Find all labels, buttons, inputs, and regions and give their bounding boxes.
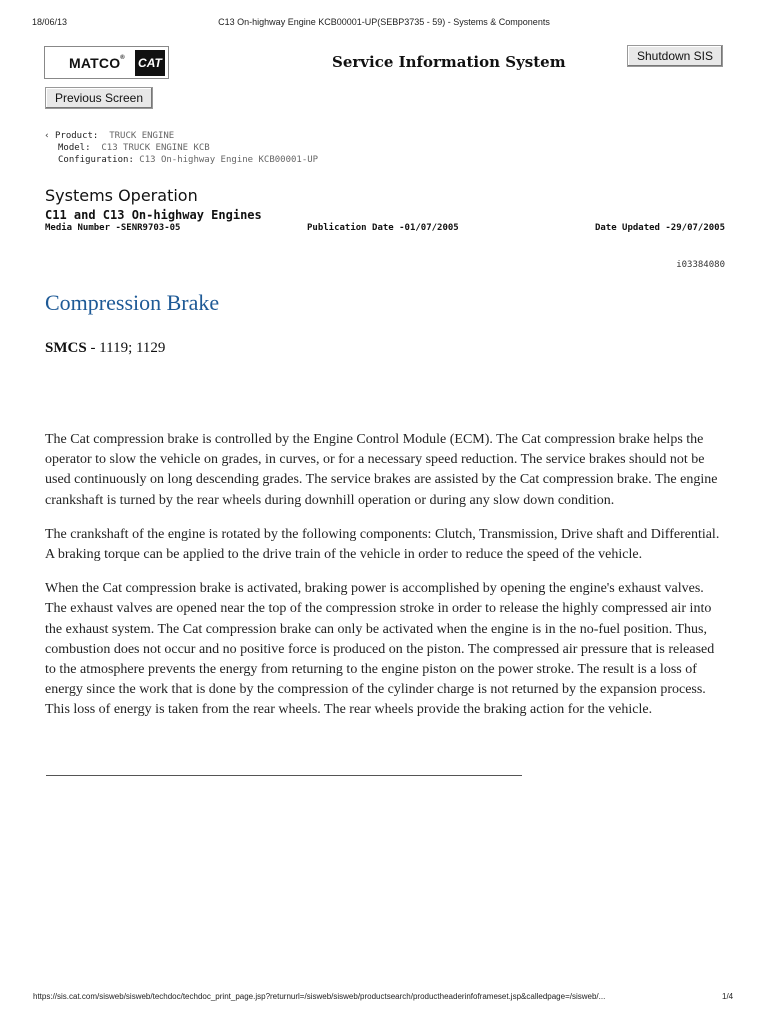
sis-title: Service Information System <box>332 53 566 71</box>
smcs-codes: SMCS - 1119; 1129 <box>45 340 166 356</box>
document-meta <box>45 223 725 235</box>
print-url: https://sis.cat.com/sisweb/sisweb/techdoc/techdoc_print_page.jsp?returnurl=/sisweb/sisweb/productsearch/productheaderinfoframeset.jsp&calledpage=/sisweb/... <box>33 992 606 1001</box>
divider <box>46 775 522 776</box>
page-number: 1/4 <box>722 992 734 1001</box>
breadcrumb-product: ‹ Product: TRUCK ENGINE <box>45 131 175 141</box>
matco-cat-logo <box>44 46 169 79</box>
paragraph: When the Cat compression brake is activated, braking power is accomplished by opening the engine's exhaust valves. The exhaust valves are opened near the top of the compression stroke in order to release the highly compressed air into the exhaust system. The Cat compression brake can only be activated when the engine is in the no-fuel position. Thus, combustion does not occur and no positive force is produced on the piston. The compressed air pressure that is released to the atmosphere prevents the energy from returning to the engine piston on the power stroke. The result is a loss of energy since the work that is done by the compression of the cylinder charge is not returned by the expansion process. This loss of energy is taken from the rear wheels. The rear wheels provide the braking action for the vehicle. <box>45 581 715 718</box>
breadcrumb-configuration: Configuration: C13 On-highway Engine KCB00001-UP <box>58 155 319 165</box>
engines-subheading: C11 and C13 On-highway Engines <box>45 208 262 222</box>
print-doc-title: C13 On-highway Engine KCB00001-UP(SEBP3735 - 59) - Systems & Components <box>218 17 550 27</box>
cat-logo: CAT <box>135 50 165 76</box>
breadcrumb-product-link[interactable]: TRUCK ENGINE <box>109 131 175 141</box>
breadcrumb-model-link[interactable]: C13 TRUCK ENGINE KCB <box>101 143 210 153</box>
print-date: 18/06/13 <box>32 17 68 27</box>
publication-date: Publication Date -01/07/2005 <box>307 223 459 233</box>
section-heading: Systems Operation <box>45 186 198 205</box>
document-id: i03384080 <box>676 260 725 270</box>
matco-logo-text: MATCO® <box>69 54 125 71</box>
shutdown-sis-button[interactable]: Shutdown SIS <box>627 45 723 67</box>
previous-screen-button[interactable]: Previous Screen <box>45 87 153 109</box>
paragraph: The crankshaft of the engine is rotated by the following components: Clutch, Transmission, Drive shaft and Differential. A braking torque can be applied to the drive train of the vehicle in order to reduce the speed of the vehicle. <box>45 526 720 563</box>
page-title: Compression Brake <box>45 290 220 315</box>
trademark-mark: ® <box>120 54 125 61</box>
print-footer <box>0 992 768 1006</box>
document-body <box>45 430 725 735</box>
breadcrumb <box>45 130 318 166</box>
breadcrumb-model: Model: C13 TRUCK ENGINE KCB <box>58 143 210 153</box>
media-number: Media Number -SENR9703-05 <box>45 223 181 233</box>
print-header <box>0 17 768 31</box>
paragraph: The Cat compression brake is controlled by the Engine Control Module (ECM). The Cat compression brake helps the operator to slow the vehicle on grades, in curves, or for a necessary speed reduction. The service brakes should not be used continuously on long descending grades. The service brakes are assisted by the Cat compression brake. The engine crankshaft is turned by the rear wheels during downhill operation or during any slow down condition. <box>45 432 718 508</box>
breadcrumb-config-link[interactable]: C13 On-highway Engine KCB00001-UP <box>139 155 319 165</box>
back-chevron-icon[interactable]: ‹ <box>45 131 49 141</box>
date-updated: Date Updated -29/07/2005 <box>594 223 725 233</box>
